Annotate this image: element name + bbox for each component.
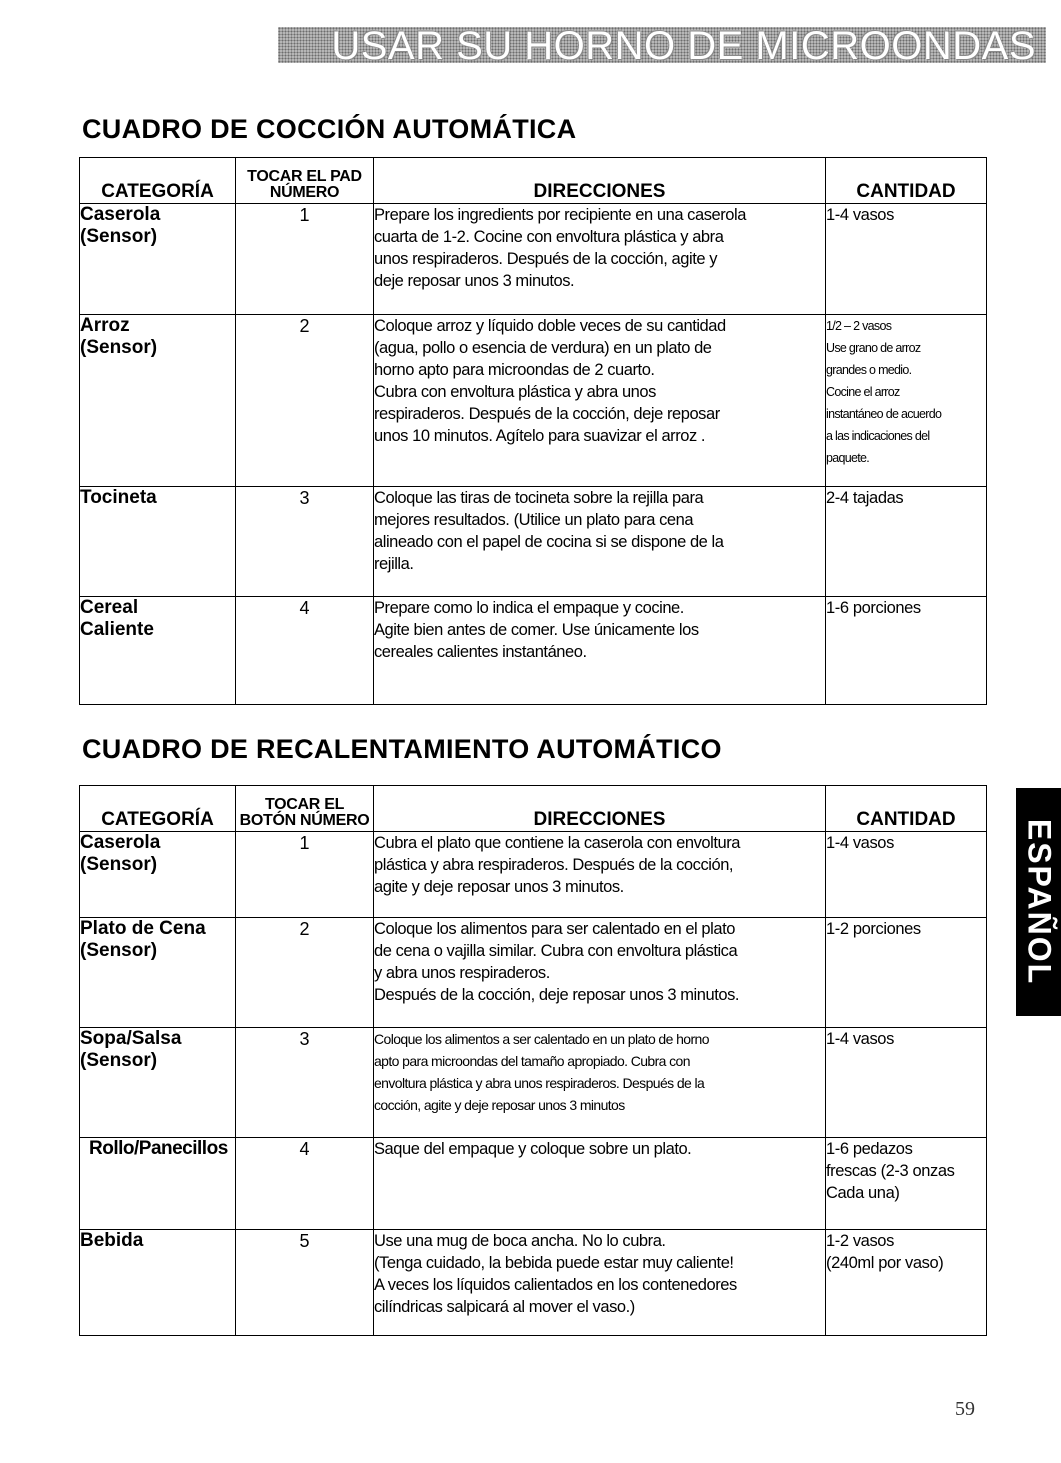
- row-quantity: 1-6 pedazos frescas (2-3 onzas Cada una): [826, 1138, 987, 1230]
- table-row: [80, 832, 987, 918]
- table-header-row: [80, 786, 987, 832]
- auto-cook-table: [79, 157, 987, 705]
- col-header-pad-number: TOCAR EL PAD NÚMERO: [236, 158, 374, 204]
- row-quantity: 1-4 vasos: [826, 204, 987, 315]
- row-directions: Use una mug de boca ancha. No lo cubra. (Tenga cuidado, la bebida puede estar muy caliente! A veces los líquidos calientados en los contenedores cilíndricas salpicará al mover el vaso.): [374, 1230, 826, 1336]
- row-pad-number: 5: [236, 1230, 374, 1336]
- page-number: 59: [955, 1398, 975, 1420]
- table-row: [80, 1028, 987, 1138]
- row-directions: Cubra el plato que contiene la caserola con envoltura plástica y abra respiraderos. Después de la cocción, agite y deje reposar unos 3 minutos.: [374, 832, 826, 918]
- row-directions: Coloque los alimentos a ser calentado en un plato de horno apto para microondas del tamaño apropiado. Cubra con envoltura plástica y abra unos respiraderos. Después de la cocción, agite y deje reposar unos 3 minutos: [374, 1028, 826, 1138]
- col-header-category: CATEGORÍA: [80, 158, 236, 204]
- col-header-category: CATEGORÍA: [80, 786, 236, 832]
- row-category: Bebida: [80, 1230, 236, 1336]
- row-quantity: 1/2 – 2 vasos Use grano de arroz grandes o medio. Cocine el arroz instantáneo de acuerdo a las indicaciones del paquete.: [826, 315, 987, 487]
- table-row: [80, 1230, 987, 1336]
- row-category: Tocineta: [80, 487, 236, 597]
- row-directions: Prepare los ingredients por recipiente en una caserola cuarta de 1-2. Cocine con envoltura plástica y abra unos respiraderos. Después de la cocción, agite y deje reposar unos 3 minutos.: [374, 204, 826, 315]
- row-directions: Coloque los alimentos para ser calentado en el plato de cena o vajilla similar. Cubra con envoltura plástica y abra unos respiraderos. Después de la cocción, deje reposar unos 3 minutos.: [374, 918, 826, 1028]
- row-category: Caserola (Sensor): [80, 204, 236, 315]
- row-pad-number: 4: [236, 597, 374, 705]
- section-banner: [278, 27, 1046, 63]
- row-quantity: 1-6 porciones: [826, 597, 987, 705]
- row-pad-number: 2: [236, 918, 374, 1028]
- row-category: Cereal Caliente: [80, 597, 236, 705]
- row-quantity: 1-4 vasos: [826, 1028, 987, 1138]
- row-category: Caserola (Sensor): [80, 832, 236, 918]
- banner-title: USAR SU HORNO DE MICROONDAS: [331, 27, 1036, 63]
- row-directions: Prepare como lo indica el empaque y cocine. Agite bien antes de comer. Use únicamente los cereales calientes instantáneo.: [374, 597, 826, 705]
- row-pad-number: 1: [236, 204, 374, 315]
- col-header-directions: DIRECCIONES: [374, 158, 826, 204]
- table-row: [80, 1138, 987, 1230]
- row-directions: Saque del empaque y coloque sobre un plato.: [374, 1138, 826, 1230]
- row-pad-number: 3: [236, 487, 374, 597]
- row-category: Rollo/Panecillos: [80, 1138, 236, 1230]
- table-row: [80, 315, 987, 487]
- row-category: Arroz (Sensor): [80, 315, 236, 487]
- row-quantity: 1-2 vasos (240ml por vaso): [826, 1230, 987, 1336]
- row-directions: Coloque las tiras de tocineta sobre la rejilla para mejores resultados. (Utilice un plato para cena alineado con el papel de cocina si se dispone de la rejilla.: [374, 487, 826, 597]
- row-pad-number: 3: [236, 1028, 374, 1138]
- row-pad-number: 2: [236, 315, 374, 487]
- auto-cook-title: CUADRO DE COCCIÓN AUTOMÁTICA: [82, 114, 577, 144]
- col-header-pad-number: TOCAR EL BOTÓN NÚMERO: [236, 786, 374, 832]
- row-pad-number: 4: [236, 1138, 374, 1230]
- col-header-quantity: CANTIDAD: [826, 158, 987, 204]
- language-tab-label: ESPAÑOL: [1021, 818, 1057, 986]
- auto-reheat-table: [79, 785, 987, 1336]
- row-directions: Coloque arroz y líquido doble veces de su cantidad (agua, pollo o esencia de verdura) en un plato de horno apto para microondas de 2 cuarto. Cubra con envoltura plástica y abra unos respiraderos. Después de la cocción, deje reposar unos 10 minutos. Agítelo para suavizar el arroz .: [374, 315, 826, 487]
- row-quantity: 1-4 vasos: [826, 832, 987, 918]
- language-tab: [1016, 788, 1061, 1016]
- row-quantity: 1-2 porciones: [826, 918, 987, 1028]
- row-category: Sopa/Salsa (Sensor): [80, 1028, 236, 1138]
- col-header-quantity: CANTIDAD: [826, 786, 987, 832]
- col-header-directions: DIRECCIONES: [374, 786, 826, 832]
- row-category: Plato de Cena (Sensor): [80, 918, 236, 1028]
- table-row: [80, 204, 987, 315]
- table-row: [80, 487, 987, 597]
- table-row: [80, 918, 987, 1028]
- table-row: [80, 597, 987, 705]
- row-pad-number: 1: [236, 832, 374, 918]
- row-quantity: 2-4 tajadas: [826, 487, 987, 597]
- auto-reheat-title: CUADRO DE RECALENTAMIENTO AUTOMÁTICO: [82, 734, 722, 764]
- table-header-row: [80, 158, 987, 204]
